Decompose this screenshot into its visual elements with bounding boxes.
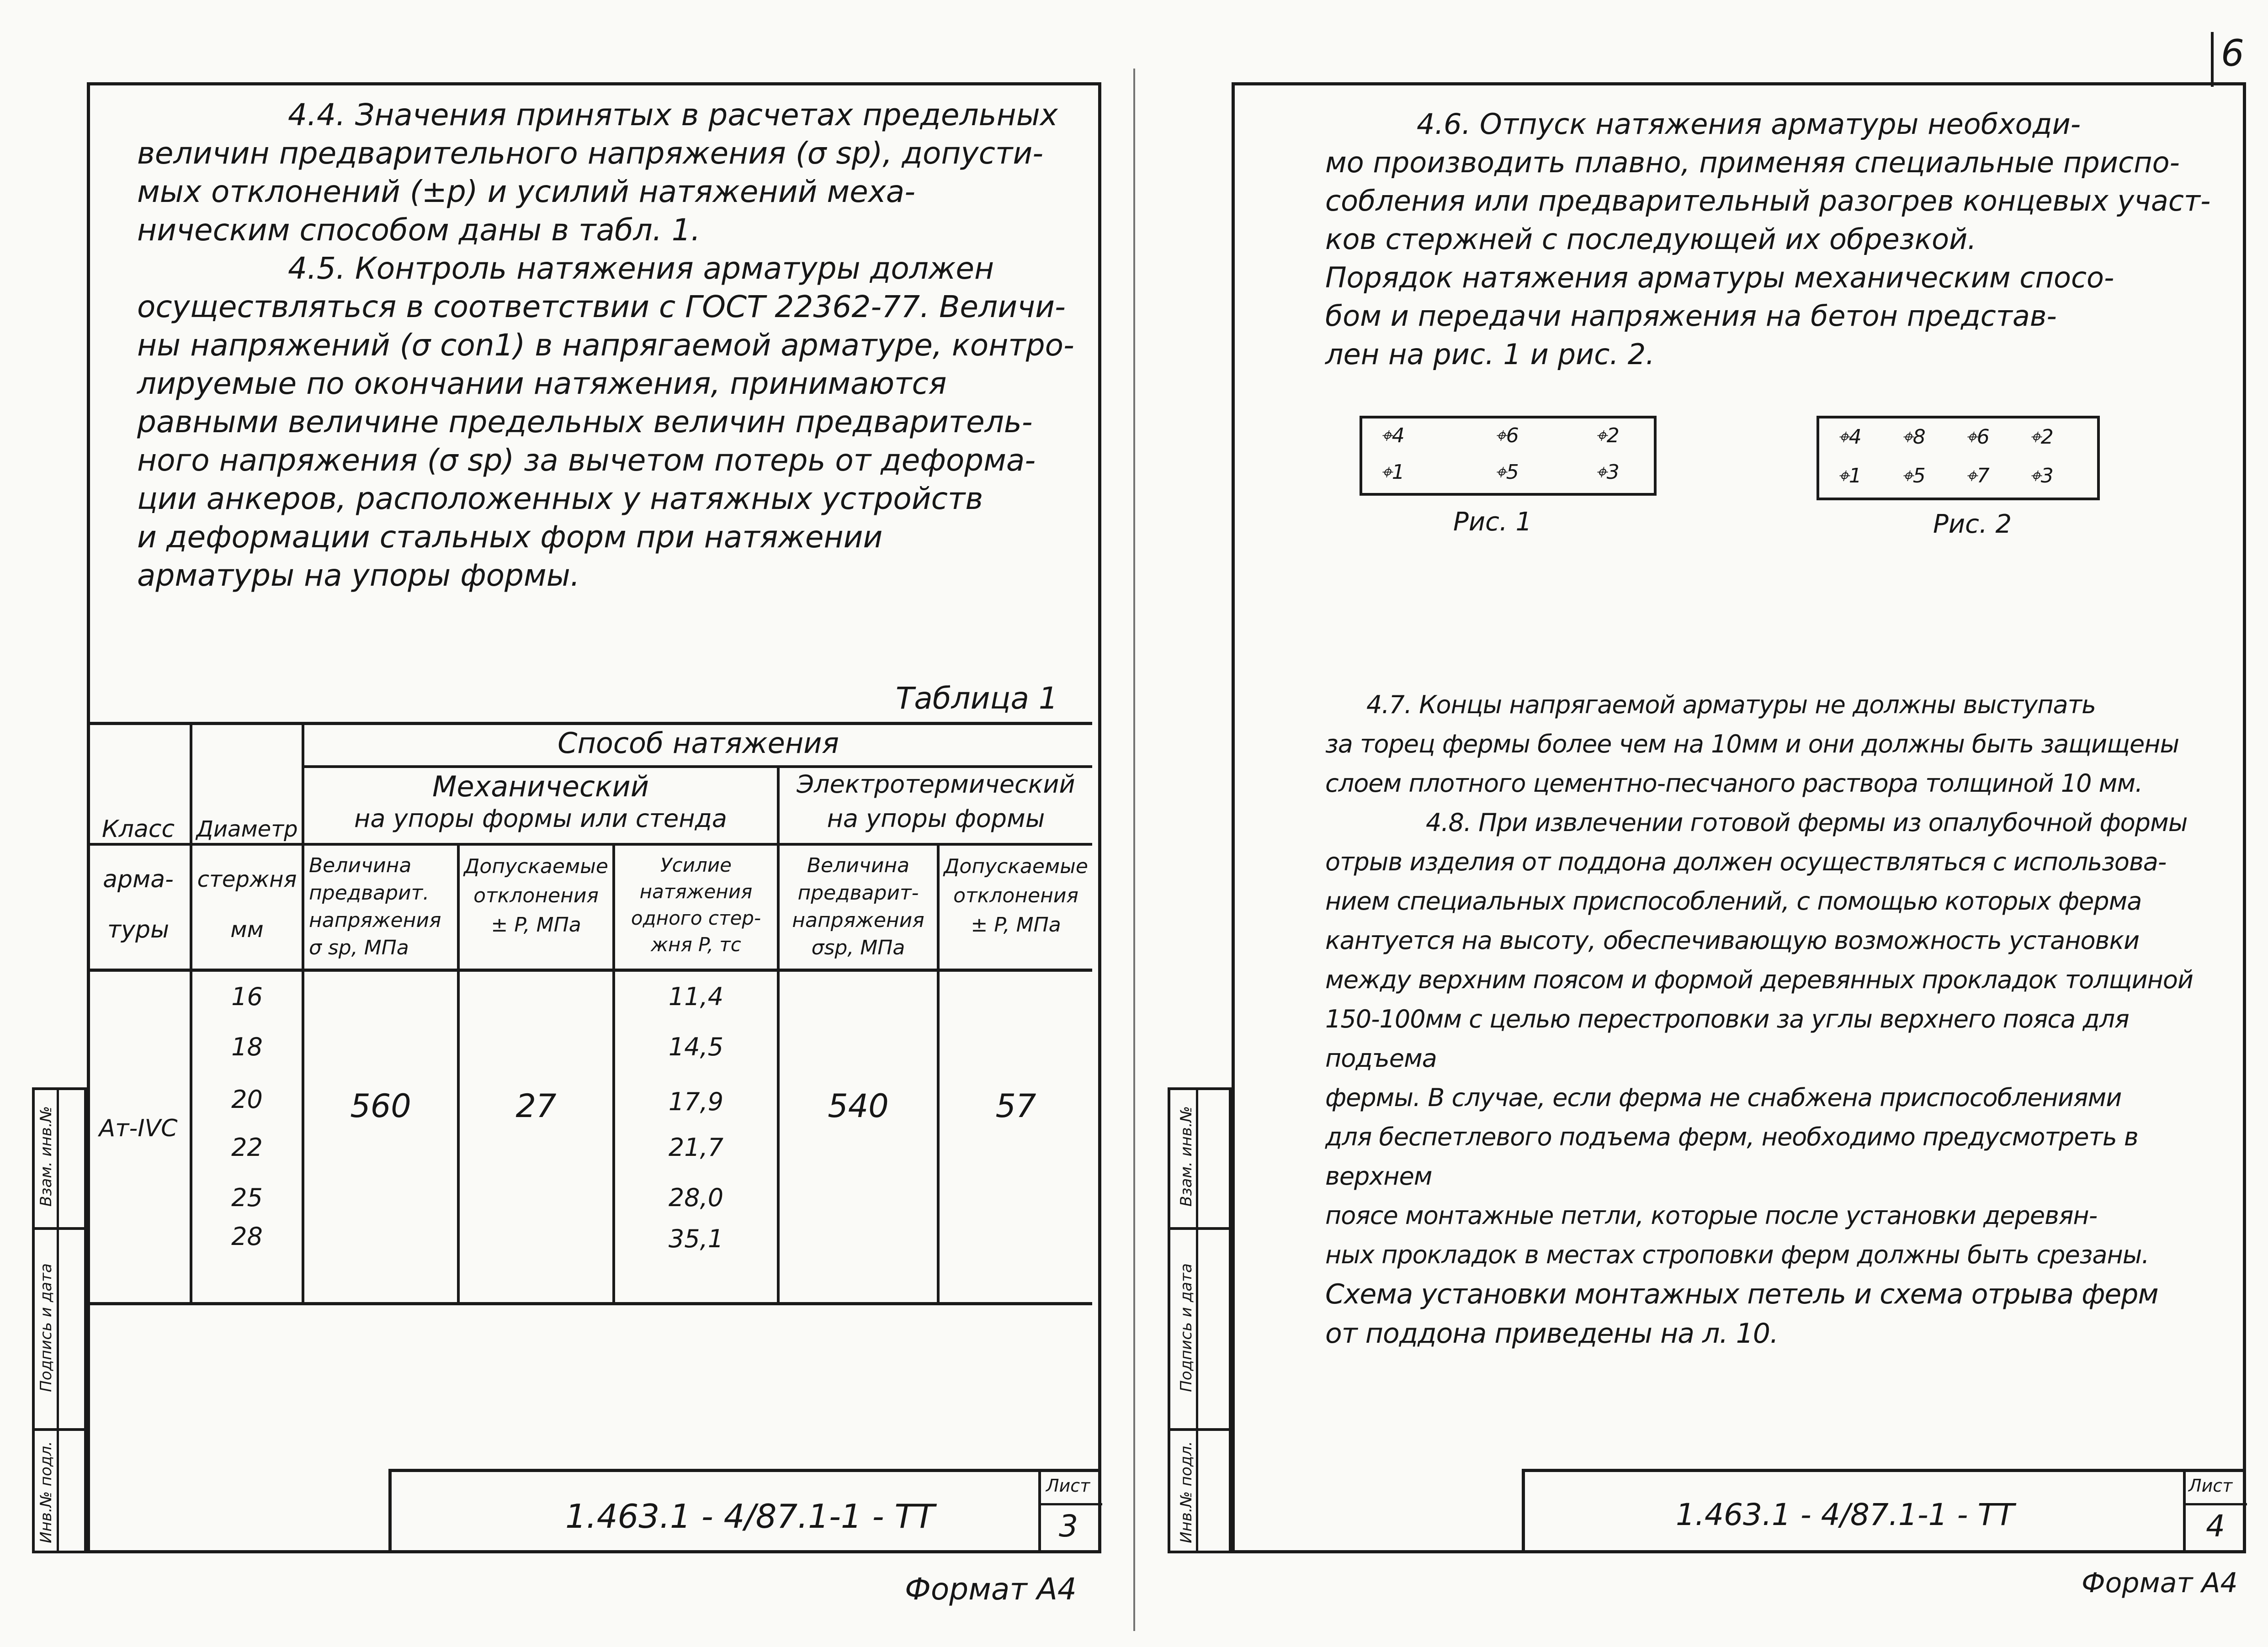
col-class-line: Класс — [101, 816, 175, 843]
table-1 — [96, 722, 1101, 1302]
strand-point: ⌖7 — [1965, 464, 1990, 487]
col-el-tol-line: ± P, МПа — [971, 913, 1061, 937]
stamp-divider — [35, 1227, 84, 1230]
col-diameter-line: стержня — [197, 867, 297, 892]
col-diameter-line: Диаметр — [196, 816, 298, 842]
col-diameter-header — [192, 804, 302, 955]
right-body-text-top — [1325, 105, 2239, 374]
title-block-divider — [1038, 1472, 1041, 1552]
left-format: Формат А4 — [905, 1572, 1077, 1607]
table-rule — [302, 765, 1092, 768]
left-body-text — [137, 96, 1088, 595]
para-4-5-line: арматуры на упоры формы. — [137, 558, 580, 593]
strand-point: ⌖1 — [1838, 464, 1862, 487]
col-mech-force-header — [615, 852, 777, 958]
strand-point: ⌖2 — [2029, 425, 2054, 449]
para-4-4-line: мых отклонений (±p) и усилий натяжений меха- — [137, 174, 916, 209]
stamp-replace-label: Взам. инв.№ — [1177, 1106, 1195, 1207]
strand-point: ⌖6 — [1495, 424, 1519, 447]
mech-value-cell: 560 — [350, 1087, 411, 1125]
para-4-7-line: за торец фермы более чем на 10мм и они должны быть защищены — [1325, 730, 2179, 758]
para-4-6-line: бом и передачи напряжения на бетон представ- — [1325, 299, 2057, 333]
class-value: Aт-IVC — [99, 1115, 178, 1142]
para-4-8-line: 4.8. При извлечении готовой фермы из опалубочной формы — [1426, 808, 2188, 837]
stamp-signature-label: Подпись и дата — [37, 1263, 55, 1392]
para-4-8-line: от поддона приведены на л. 10. — [1325, 1318, 1779, 1350]
para-4-5-line: ного напряжения (σ sp) за вычетом потерь от деформа- — [137, 443, 1036, 478]
para-4-8-line: поясе монтажные петли, которые после установки деревян- — [1325, 1201, 2098, 1230]
col-mech-force-line: одного стер- — [631, 907, 761, 929]
force-cell: 28,0 — [668, 1183, 724, 1212]
para-4-6-line: мо производить плавно, применяя специальные приспо- — [1325, 146, 2180, 179]
para-4-8-line: отрыв изделия от поддона должен осуществляться с использова- — [1325, 847, 2167, 876]
stamp-divider — [35, 1428, 84, 1431]
para-4-8-line: для беспетлевого подъема ферм, необходимо предусмотреть в верхнем — [1325, 1123, 2138, 1191]
para-4-4-line: величин предварительного напряжения (σ sp), допусти- — [137, 136, 1044, 171]
col-mech-value-line: σ sp, МПа — [309, 936, 409, 959]
col-mech-tol-line: Допускаемые — [464, 855, 608, 878]
para-4-8-line: кантуется на высоту, обеспечивающую возможность установки — [1325, 926, 2140, 955]
col-el-tol-line: Допускаемые — [944, 855, 1088, 878]
stamp-inventory-label: Инв.№ подл. — [37, 1441, 55, 1543]
para-4-5-line: ны напряжений (σ con1) в напрягаемой арматуре, контро- — [137, 328, 1074, 363]
para-4-5-line: равными величине предельных величин предваритель- — [137, 404, 1033, 440]
header-electro-sub: на упоры формы — [827, 804, 1045, 833]
table-caption: Таблица 1 — [896, 681, 1058, 716]
col-class-line: арма- — [103, 866, 174, 893]
para-4-6-line: 4.6. Отпуск натяжения арматуры необходи- — [1417, 107, 2081, 141]
para-4-8-line: 150-100мм с целью перестроповки за углы верхнего пояса для подъема — [1325, 1005, 2129, 1073]
right-body-text-bottom — [1325, 685, 2239, 1353]
table-rule — [87, 969, 1092, 972]
right-format: Формат А4 — [2082, 1567, 2238, 1599]
stamp-signature-label: Подпись и дата — [1177, 1263, 1195, 1392]
para-4-5-line: и деформации стальных форм при натяжении — [137, 519, 883, 555]
force-cell: 14,5 — [668, 1033, 724, 1061]
stamp-inner-line — [57, 1090, 59, 1552]
diameter-cell: 28 — [231, 1222, 263, 1251]
figure-2 — [1817, 416, 2100, 500]
col-diameter-line: мм — [230, 917, 264, 943]
stamp-inner-line — [1196, 1090, 1198, 1552]
force-cell: 11,4 — [668, 982, 724, 1011]
col-el-value-header — [780, 852, 937, 962]
col-mech-tol-header — [460, 852, 612, 940]
col-mech-value-line: предварит. — [309, 881, 430, 905]
para-4-6-line: собления или предварительный разогрев концевых участ- — [1325, 184, 2211, 217]
para-4-6-line: Порядок натяжения арматуры механическим спосо- — [1325, 261, 2114, 294]
strand-point: ⌖3 — [2029, 464, 2054, 487]
para-4-4-line: 4.4. Значения принятых в расчетах предельных — [288, 97, 1058, 132]
para-4-8-line: Схема установки монтажных петель и схема отрыва ферм — [1325, 1278, 2158, 1310]
sheet-label: Лист — [1046, 1476, 1090, 1496]
left-side-stamp — [32, 1087, 87, 1553]
para-4-8-line: ных прокладок в местах строповки ферм должны быть срезаны. — [1325, 1240, 2149, 1269]
col-class-header — [87, 804, 190, 955]
title-block-code: 1.463.1 - 4/87.1-1 - ТТ — [565, 1497, 935, 1536]
stamp-divider — [1170, 1227, 1229, 1230]
table-rule — [87, 722, 1092, 725]
strand-point: ⌖5 — [1495, 461, 1519, 484]
col-mech-value-line: Величина — [309, 854, 412, 877]
col-class-line: туры — [107, 916, 170, 943]
diameter-cell: 20 — [231, 1085, 263, 1114]
page-number-divider — [2211, 32, 2214, 87]
para-4-7-line: слоем плотного цементно-песчаного раствора толщиной 10 мм. — [1325, 769, 2143, 798]
col-mech-value-header — [304, 852, 457, 962]
para-4-8-line: между верхним поясом и формой деревянных прокладок толщиной — [1325, 965, 2194, 994]
diameter-cell: 18 — [231, 1033, 263, 1061]
sheet-number: 4 — [2206, 1509, 2225, 1544]
header-electro: Электротермический — [797, 770, 1075, 799]
force-cell: 17,9 — [668, 1087, 724, 1116]
sheet-number: 3 — [1059, 1509, 1078, 1544]
col-el-tol-line: отклонения — [953, 884, 1078, 907]
title-block-divider — [2183, 1472, 2186, 1552]
stamp-divider — [1170, 1428, 1229, 1431]
header-method: Способ натяжения — [558, 726, 839, 760]
col-mech-force-line: жня P, тс — [651, 933, 741, 956]
col-el-value-line: напряжения — [792, 909, 924, 932]
para-4-6-line: лен на рис. 1 и рис. 2. — [1325, 338, 1655, 371]
col-mech-tol-line: ± P, МПа — [491, 913, 581, 937]
title-block-code: 1.463.1 - 4/87.1-1 - ТТ — [1676, 1497, 2015, 1532]
col-mech-force-line: натяжения — [639, 880, 753, 903]
para-4-8-line: нием специальных приспособлений, с помощью которых ферма — [1325, 887, 2142, 916]
title-block-divider — [1038, 1503, 1102, 1505]
strand-point: ⌖1 — [1381, 461, 1405, 484]
figure-2-caption: Рис. 2 — [1933, 509, 2012, 539]
header-mechanical-sub: на упоры формы или стенда — [354, 804, 727, 833]
col-el-value-line: предварит- — [797, 881, 919, 905]
para-4-7-line: 4.7. Концы напрягаемой арматуры не должны выступать — [1366, 690, 2096, 719]
para-4-6-line: ков стержней с последующей их обрезкой. — [1325, 222, 1977, 256]
el-tol-cell: 57 — [995, 1087, 1036, 1125]
col-el-value-line: σsp, МПа — [811, 936, 905, 959]
page-number: 6 — [2221, 32, 2244, 74]
para-4-8-line: фермы. В случае, если ферма не снабжена приспособлениями — [1325, 1083, 2122, 1112]
sheet-label: Лист — [2188, 1476, 2233, 1496]
para-4-5-line: 4.5. Контроль натяжения арматуры должен — [288, 251, 994, 286]
title-block-divider — [2183, 1503, 2247, 1505]
stamp-replace-label: Взам. инв.№ — [37, 1106, 55, 1207]
strand-point: ⌖8 — [1902, 425, 1926, 449]
para-4-5-line: осуществляться в соответствии с ГОСТ 22362-77. Величи- — [137, 289, 1066, 324]
figure-1 — [1360, 416, 1657, 496]
stamp-inventory-label: Инв.№ подл. — [1177, 1441, 1195, 1543]
right-side-stamp — [1168, 1087, 1232, 1553]
table-rule — [777, 765, 780, 1302]
col-mech-force-line: Усилие — [660, 854, 732, 876]
strand-point: ⌖2 — [1595, 424, 1620, 447]
header-mechanical: Механический — [432, 770, 649, 803]
col-mech-tol-line: отклонения — [473, 884, 599, 907]
strand-point: ⌖4 — [1381, 424, 1405, 447]
force-cell: 21,7 — [668, 1133, 724, 1162]
strand-point: ⌖3 — [1595, 461, 1620, 484]
left-title-block — [388, 1469, 1101, 1553]
diameter-cell: 22 — [231, 1133, 263, 1162]
strand-point: ⌖5 — [1902, 464, 1926, 487]
diameter-cell: 16 — [231, 982, 263, 1011]
diameter-cell: 25 — [231, 1183, 263, 1212]
para-4-5-line: лируемые по окончании натяжения, принимаются — [137, 366, 947, 401]
el-value-cell: 540 — [828, 1087, 889, 1125]
col-mech-value-line: напряжения — [309, 909, 441, 932]
mech-tol-cell: 27 — [515, 1087, 557, 1125]
col-el-tol-header — [940, 852, 1092, 940]
right-title-block — [1522, 1469, 2246, 1553]
para-4-4-line: ническим способом даны в табл. 1. — [137, 212, 701, 248]
strand-point: ⌖4 — [1838, 425, 1862, 449]
strand-point: ⌖6 — [1965, 425, 1990, 449]
fold-line — [1133, 69, 1135, 1631]
table-rule — [87, 1302, 1092, 1305]
col-el-value-line: Величина — [807, 854, 910, 877]
force-cell: 35,1 — [668, 1224, 724, 1253]
figure-1-caption: Рис. 1 — [1453, 507, 1532, 537]
para-4-5-line: ции анкеров, расположенных у натяжных устройств — [137, 481, 983, 516]
